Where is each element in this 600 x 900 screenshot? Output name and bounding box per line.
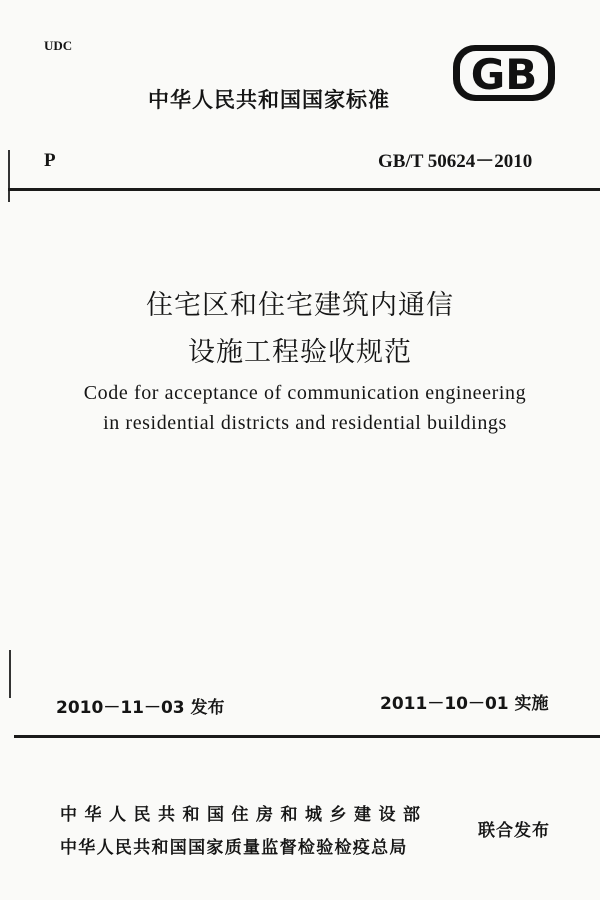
left-margin-mark-lower xyxy=(9,650,11,698)
category-code: P xyxy=(44,150,56,171)
bottom-divider xyxy=(14,735,600,738)
gb-logo xyxy=(452,44,556,102)
standard-number: GB/T 50624－2010 xyxy=(378,151,533,172)
title-cn-line2: 设施工程验收规范 xyxy=(188,337,412,368)
implementation-date: 2011－10－01 实施 xyxy=(380,694,549,714)
udc-label: UDC xyxy=(44,38,73,53)
title-en-line1: Code for acceptance of communication engineering xyxy=(83,382,527,404)
issue-date: 2010－11－03 发布 xyxy=(56,698,225,718)
left-margin-mark xyxy=(8,150,10,202)
gb-logo-text: GB xyxy=(470,50,538,99)
joint-publish-label: 联合发布 xyxy=(478,821,550,841)
publisher-org1: 中华人民共和国住房和城乡建设部 xyxy=(60,805,428,825)
top-divider xyxy=(8,188,600,191)
title-cn-line1: 住宅区和住宅建筑内通信 xyxy=(146,290,454,321)
title-en-line2: in residential districts and residential buildings xyxy=(103,412,507,434)
standard-type-title: 中华人民共和国国家标准 xyxy=(148,88,390,112)
publisher-org2: 中华人民共和国国家质量监督检验检疫总局 xyxy=(60,838,408,858)
